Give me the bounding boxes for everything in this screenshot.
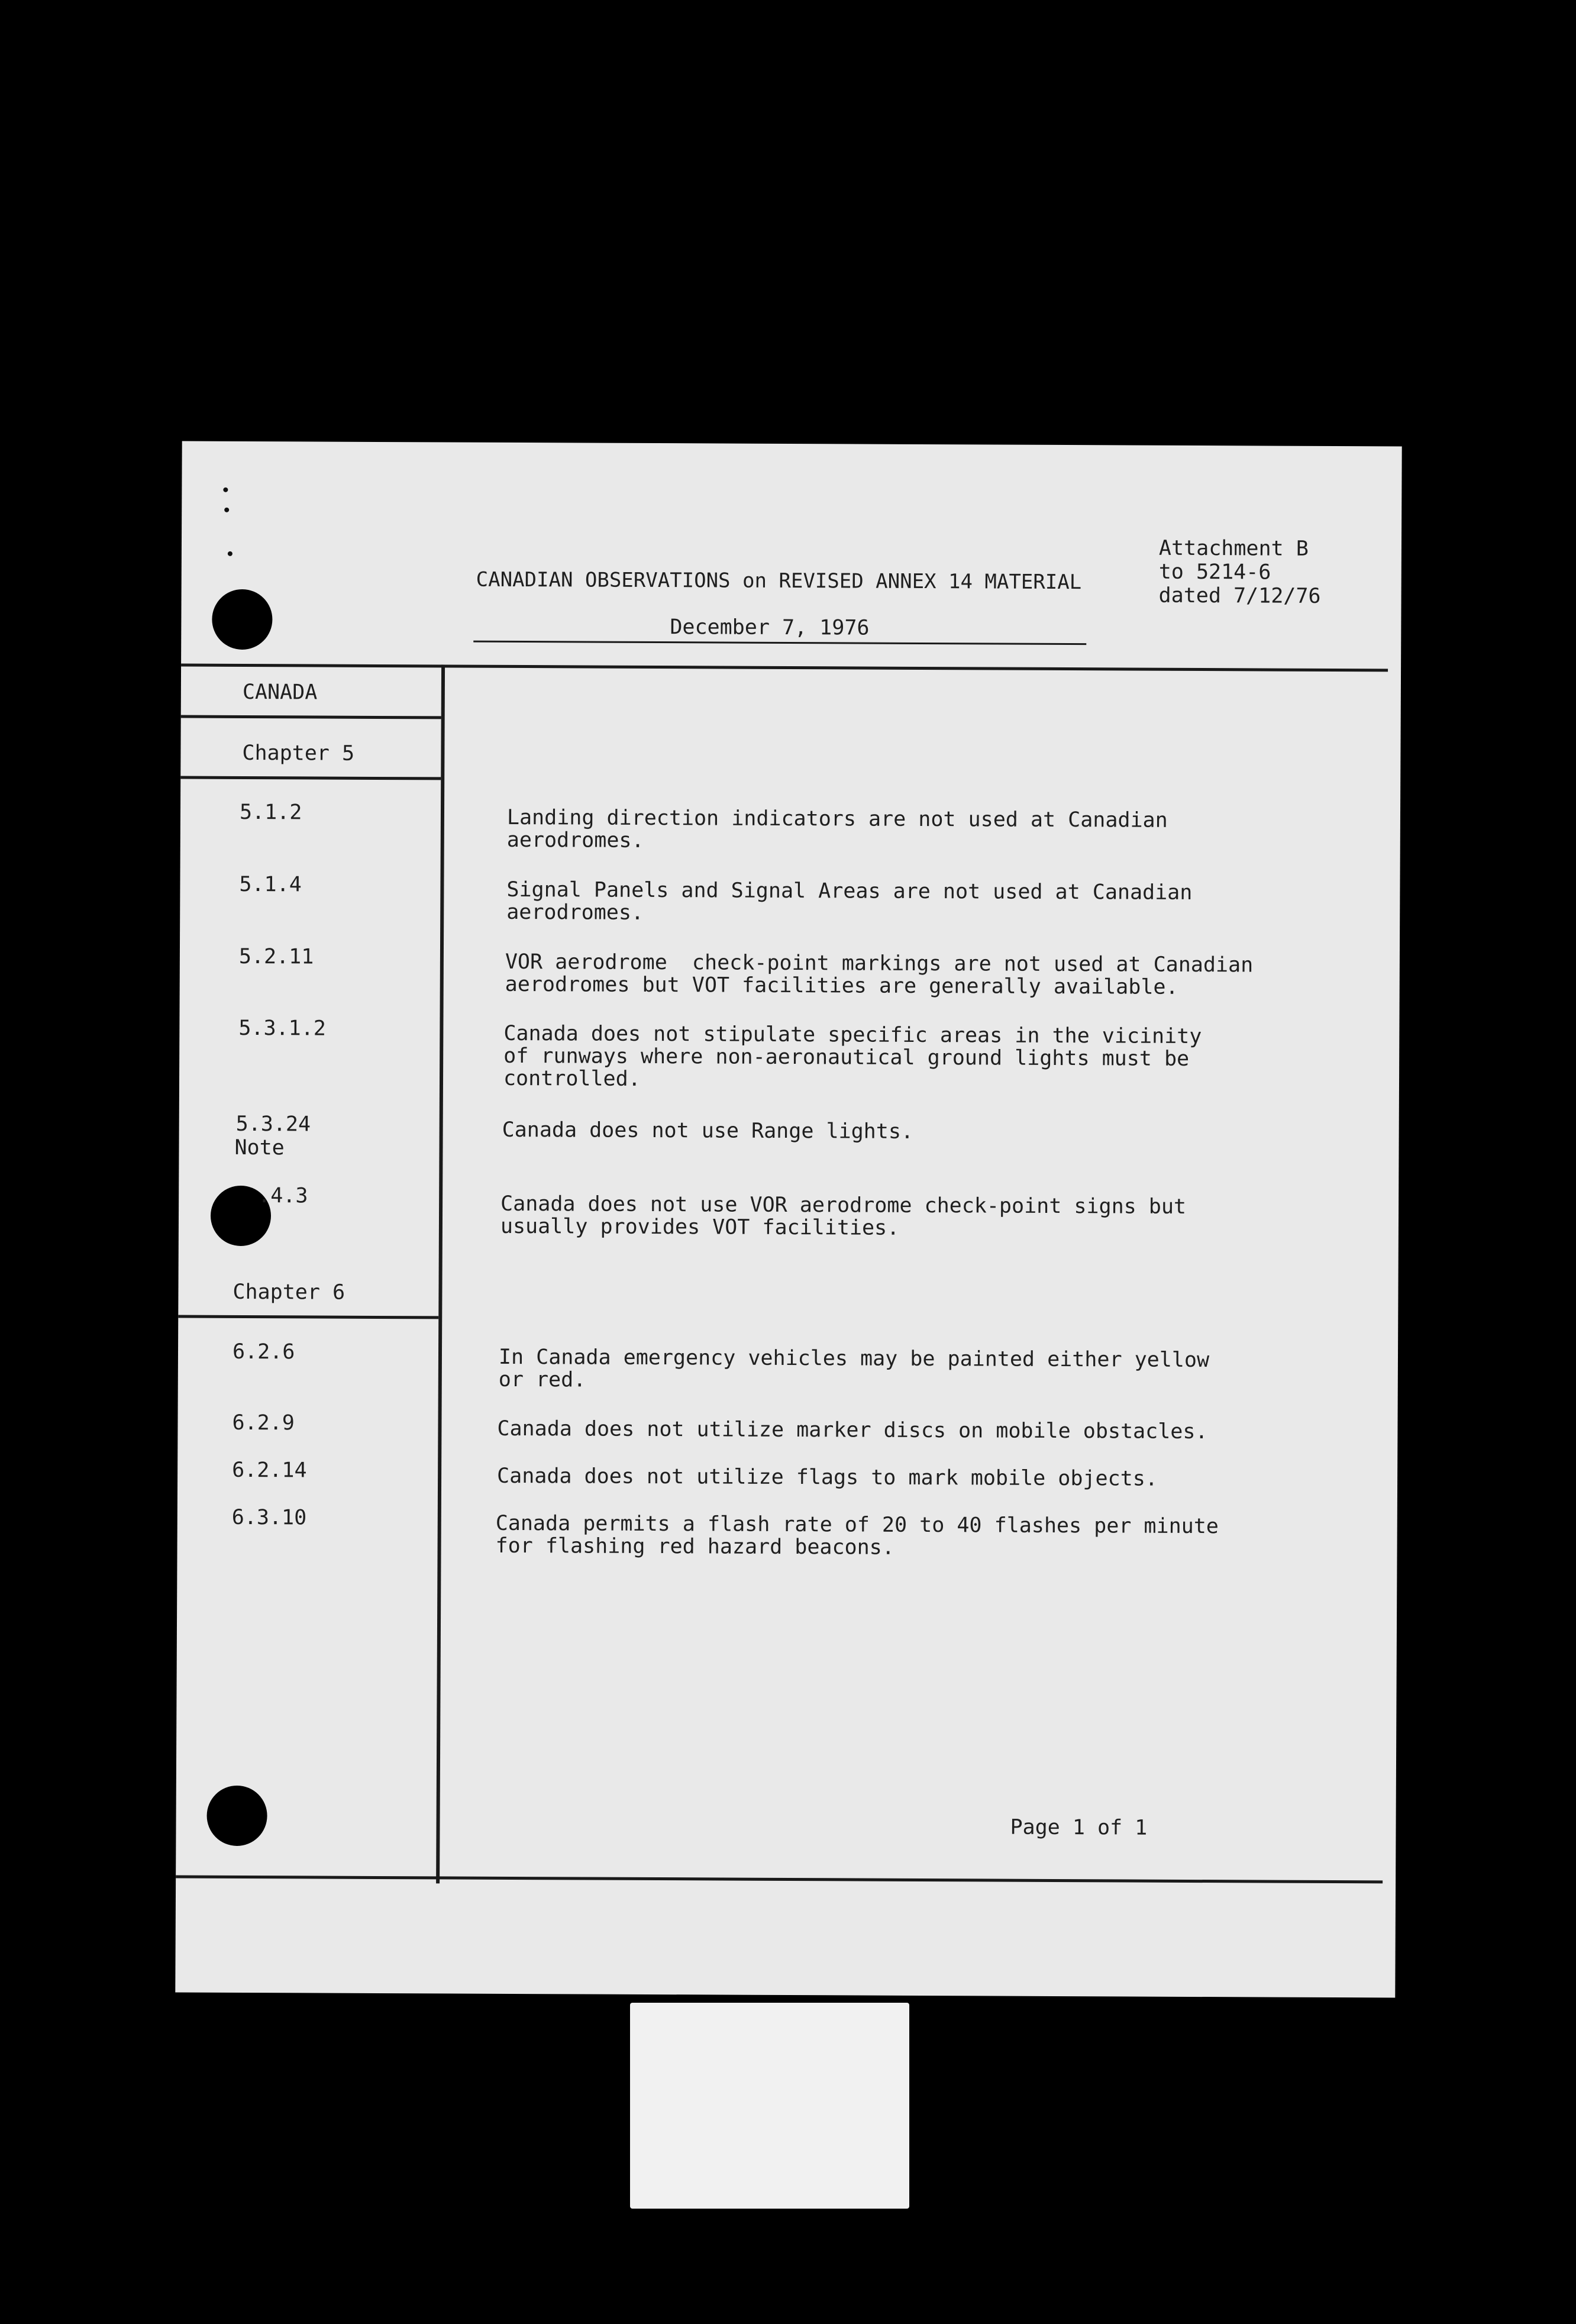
obs-5-3-24-line-1: Canada does not use Range lights.	[502, 1118, 914, 1144]
obs-6-2-14-line-1: Canada does not utilize flags to mark mobile objects.	[497, 1464, 1158, 1491]
obs-5-2-11-line-2: aerodromes but VOT facilities are generally available.	[505, 972, 1178, 999]
chapter5-label: Chapter 5	[242, 741, 355, 766]
obs-5-3-1-2-line-2: of runways where non-aeronautical ground lights must be	[503, 1044, 1190, 1071]
header-rule	[181, 664, 1388, 672]
ref-5-4-3: .4.3	[258, 1184, 308, 1208]
country-rule	[181, 715, 441, 719]
ref-5-3-24-note: Note	[234, 1135, 285, 1160]
ref-6-2-6: 6.2.6	[232, 1339, 295, 1364]
obs-5-3-1-2-line-3: controlled.	[503, 1066, 641, 1091]
ref-5-1-2: 5.1.2	[239, 800, 302, 825]
obs-6-3-10-line-1: Canada permits a flash rate of 20 to 40 flashes per minute	[495, 1511, 1219, 1539]
ref-5-2-11: 5.2.11	[238, 944, 314, 969]
chapter6-rule	[178, 1315, 438, 1319]
ref-6-2-14: 6.2.14	[232, 1458, 307, 1483]
page-number: Page 1 of 1	[1010, 1815, 1148, 1840]
column-divider	[436, 664, 445, 1883]
ref-5-1-4: 5.1.4	[239, 872, 302, 897]
attachment-line-1: Attachment B	[1158, 536, 1309, 561]
country-label: CANADA	[242, 680, 318, 705]
document-title: CANADIAN OBSERVATIONS on REVISED ANNEX 14 MATERIAL	[476, 567, 1082, 595]
margin-mark	[223, 488, 228, 492]
obs-5-4-3-line-1: Canada does not use VOR aerodrome check-point signs but	[500, 1192, 1187, 1219]
margin-mark	[224, 508, 229, 512]
obs-5-4-3-line-2: usually provides VOT facilities.	[500, 1214, 900, 1240]
obs-5-1-2-line-2: aerodromes.	[506, 828, 644, 853]
document-page	[175, 441, 1401, 1998]
ref-5-3-24: 5.3.24	[235, 1112, 311, 1137]
bottom-rule	[176, 1875, 1383, 1883]
ref-6-3-10: 6.3.10	[231, 1505, 307, 1530]
obs-5-1-2-line-1: Landing direction indicators are not used at Canadian	[506, 805, 1168, 832]
attachment-line-2: to 5214-6	[1158, 560, 1271, 585]
chapter6-label: Chapter 6	[232, 1280, 345, 1305]
obs-5-1-4-line-1: Signal Panels and Signal Areas are not used at Canadian	[506, 877, 1193, 905]
punch-hole	[212, 589, 272, 650]
attachment-line-3: dated 7/12/76	[1158, 583, 1321, 608]
scan-backing-slip	[630, 2003, 909, 2209]
obs-5-2-11-line-1: VOR aerodrome check-point markings are not used at Canadian	[505, 950, 1254, 977]
ref-5-3-1-2: 5.3.1.2	[238, 1016, 327, 1041]
document-date: December 7, 1976	[670, 615, 870, 640]
punch-hole	[206, 1786, 267, 1846]
obs-6-2-6-line-2: or red.	[498, 1367, 586, 1392]
margin-mark	[228, 551, 232, 556]
title-rule	[473, 641, 1086, 645]
obs-6-2-9-line-1: Canada does not utilize marker discs on mobile obstacles.	[497, 1416, 1208, 1444]
obs-6-2-6-line-1: In Canada emergency vehicles may be painted either yellow	[498, 1345, 1210, 1373]
obs-6-3-10-line-2: for flashing red hazard beacons.	[495, 1534, 894, 1560]
obs-5-3-1-2-line-1: Canada does not stipulate specific areas in the vicinity	[503, 1021, 1202, 1049]
obs-5-1-4-line-2: aerodromes.	[506, 900, 644, 925]
ref-6-2-9: 6.2.9	[232, 1410, 295, 1435]
chapter5-rule	[180, 776, 441, 780]
